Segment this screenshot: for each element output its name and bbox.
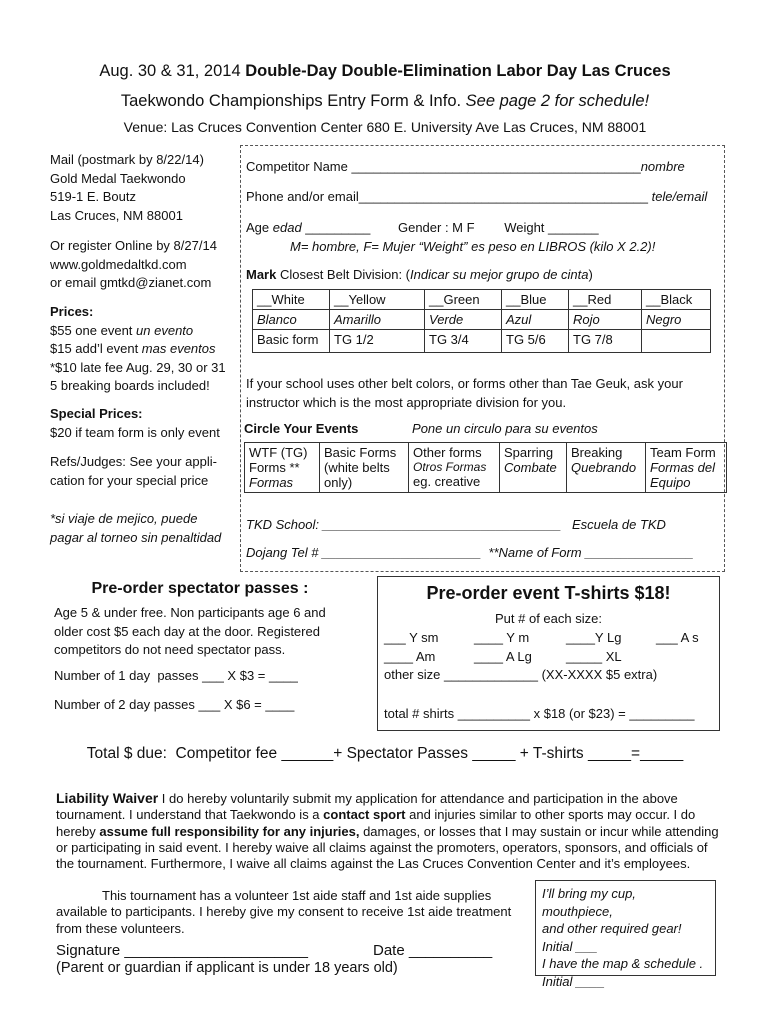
email-link[interactable]: or email gmtkd@zianet.com bbox=[50, 275, 212, 290]
gear-checklist-box bbox=[535, 880, 716, 989]
one-day-passes-field[interactable]: Number of 1 day passes ___ X $3 = ____ bbox=[54, 668, 298, 683]
website-link[interactable]: www.goldmedaltkd.com bbox=[50, 256, 187, 272]
belt-color-note bbox=[246, 375, 722, 412]
event-other-forms[interactable] bbox=[409, 443, 500, 493]
mail-line: 519-1 E. Boutz bbox=[50, 189, 136, 204]
waiver-text: damages, or losses that I may sustain or incur while attending or participating in said event. I hereby waive all claims against the promoters, operators, sponsors, and officials of the tournament. Furthermore, I waive all claims against the Las Cruces Convention Center and it’s employees. bbox=[56, 823, 719, 872]
belt-es-cell: Negro bbox=[642, 310, 711, 330]
event-sparring[interactable] bbox=[500, 443, 567, 493]
competitor-name-label: Competitor Name bbox=[246, 159, 348, 174]
belt-note-line: If your school uses other belt colors, or forms other than Tae Geuk, ask your bbox=[246, 376, 683, 391]
special-prices-block bbox=[50, 405, 250, 442]
tshirt-size-a-s[interactable]: ___ A s bbox=[656, 630, 699, 645]
price-text-es: un evento bbox=[136, 322, 194, 338]
mail-line: Las Cruces, NM 88001 bbox=[50, 207, 183, 223]
price-text: $15 add’l event bbox=[50, 341, 142, 356]
event-label: Breaking bbox=[571, 445, 623, 460]
liability-waiver bbox=[56, 790, 724, 872]
spectator-line: older cost $5 each day at the door. Registered bbox=[54, 623, 320, 639]
mexico-note bbox=[50, 510, 240, 547]
tshirt-title: Pre-order event T-shirts $18! bbox=[426, 583, 671, 603]
belt-form-cell bbox=[642, 330, 711, 353]
mexico-line: pagar al torneo sin penaltidad bbox=[50, 529, 222, 545]
signature-field[interactable]: Signature ______________________ bbox=[56, 942, 308, 959]
belt-es-cell: Azul bbox=[502, 310, 569, 330]
tshirt-size-y-lg[interactable]: ____Y Lg bbox=[566, 630, 622, 645]
gender-field[interactable]: Gender : M F bbox=[397, 220, 475, 235]
spectator-title: Pre-order spectator passes : bbox=[91, 580, 309, 597]
gender-weight-note: M= hombre, F= Mujer “Weight” es peso en LIBROS (kilo X 2.2)! bbox=[290, 239, 656, 254]
age-gender-weight-row bbox=[246, 219, 721, 238]
competitor-name-es: nombre bbox=[640, 159, 685, 174]
late-fee: *$10 late fee Aug. 29, 30 or 31 bbox=[50, 359, 226, 375]
checklist-line: and other required gear! bbox=[542, 921, 682, 936]
belt-es-cell: Amarillo bbox=[330, 310, 425, 330]
circle-title-es: Pone un circulo para su eventos bbox=[412, 421, 598, 436]
belt-row-forms bbox=[253, 330, 711, 353]
tkd-school-field[interactable]: TKD School: _________________________________ Escuela de TKD bbox=[246, 517, 666, 532]
belt-red[interactable]: __Red bbox=[569, 290, 642, 310]
event-wtf-forms[interactable] bbox=[245, 443, 320, 493]
event-breaking[interactable] bbox=[567, 443, 646, 493]
belt-green[interactable]: __Green bbox=[425, 290, 502, 310]
event-label: Forms ** bbox=[249, 460, 300, 475]
waiver-text-bold: assume full responsibility for any injuries, bbox=[99, 823, 360, 839]
circle-title: Circle Your Events bbox=[244, 421, 359, 436]
checklist-line: I have the map & schedule . bbox=[542, 956, 704, 971]
event-label: only) bbox=[324, 475, 353, 490]
tshirt-size-a-m[interactable]: ____ Am bbox=[384, 649, 436, 664]
price-one-event bbox=[50, 322, 250, 341]
tshirt-size-y-sm[interactable]: ___ Y sm bbox=[384, 630, 439, 645]
event-basic-forms[interactable] bbox=[320, 443, 409, 493]
tshirt-other-size[interactable]: other size _____________ (XX-XXXX $5 extra) bbox=[384, 667, 658, 682]
title-line-1 bbox=[0, 62, 770, 81]
event-label-es: Quebrando bbox=[571, 460, 637, 475]
age-blank[interactable]: _________ bbox=[301, 220, 371, 235]
event-label: Sparring bbox=[504, 445, 554, 460]
event-label: (white belts bbox=[324, 460, 390, 475]
waiver-text: and injuries similar to other sports may occur. I do hereby bbox=[56, 807, 696, 839]
dojang-tel-field[interactable]: Dojang Tel # ______________________ **Name of Form _______________ bbox=[246, 545, 694, 560]
belt-form-cell: TG 1/2 bbox=[330, 330, 425, 353]
phone-email-field[interactable] bbox=[246, 188, 707, 207]
belt-black[interactable]: __Black bbox=[642, 290, 711, 310]
title-date: Aug. 30 & 31, 2014 bbox=[99, 62, 246, 80]
belt-es-cell: Blanco bbox=[253, 310, 330, 330]
mail-line: Gold Medal Taekwondo bbox=[50, 170, 186, 186]
belt-division-instruction bbox=[246, 266, 593, 285]
spectator-info bbox=[54, 604, 354, 660]
total-due[interactable]: Total $ due: Competitor fee ______+ Spectator Passes _____ + T-shirts _____=_____ bbox=[86, 745, 684, 762]
entry-form-box bbox=[240, 145, 725, 572]
special-price-team: $20 if team form is only event bbox=[50, 424, 220, 440]
refs-line: Refs/Judges: See your appli- bbox=[50, 454, 217, 469]
belt-es-cell: Rojo bbox=[569, 310, 642, 330]
guardian-note: (Parent or guardian if applicant is under 18 years old) bbox=[56, 960, 398, 976]
checklist-line: I’ll bring my cup, mouthpiece, bbox=[542, 886, 636, 919]
belt-form-cell: TG 5/6 bbox=[502, 330, 569, 353]
event-label: Other forms bbox=[413, 445, 482, 460]
competitor-name-blank[interactable]: ________________________________________ bbox=[351, 159, 641, 174]
price-text: $55 one event bbox=[50, 322, 137, 338]
price-additional-event bbox=[50, 340, 250, 359]
belt-white[interactable]: __White bbox=[253, 290, 330, 310]
mail-line: Mail (postmark by 8/22/14) bbox=[50, 152, 204, 167]
gear-initial-field[interactable]: Initial ___ bbox=[542, 938, 598, 954]
belt-form-cell: TG 7/8 bbox=[569, 330, 642, 353]
prices-title: Prices: bbox=[50, 304, 94, 319]
belt-note-line: instructor which is the most appropriate division for you. bbox=[246, 394, 567, 410]
competitor-name-field[interactable] bbox=[246, 158, 685, 177]
event-label-es: Formas del bbox=[650, 460, 716, 475]
first-aid-consent: This tournament has a volunteer 1st aide staff and 1st aide supplies available to participants. I hereby give my consent to receive 1st aide treatment from these volunteers. bbox=[56, 888, 512, 936]
mark-word: Mark bbox=[246, 267, 277, 282]
event-label: WTF (TG) bbox=[249, 445, 308, 460]
belt-blue[interactable]: __Blue bbox=[502, 290, 569, 310]
online-registration bbox=[50, 237, 250, 293]
belt-division-table bbox=[252, 289, 711, 353]
events-row bbox=[245, 443, 727, 493]
tshirt-size-y-m[interactable]: ____ Y m bbox=[474, 630, 530, 645]
title-line-2 bbox=[0, 92, 770, 111]
age-label: Age bbox=[246, 220, 273, 235]
phone-label: Phone and/or email bbox=[246, 189, 359, 204]
mark-close: ) bbox=[588, 267, 593, 282]
schedule-initial-field[interactable]: Initial ____ bbox=[542, 973, 605, 989]
event-label: Team Form bbox=[650, 445, 716, 460]
belt-es-cell: Verde bbox=[425, 310, 502, 330]
subtitle-text: Taekwondo Championships Entry Form & Info. bbox=[120, 92, 466, 110]
belt-row-spanish bbox=[253, 310, 711, 330]
refs-judges-note bbox=[50, 453, 240, 490]
online-line: Or register Online by 8/27/14 bbox=[50, 238, 217, 253]
two-day-passes-field[interactable]: Number of 2 day passes ___ X $6 = ____ bbox=[54, 697, 295, 712]
title-event: Double-Day Double-Elimination Labor Day Las Cruces bbox=[245, 62, 671, 80]
prices-block bbox=[50, 303, 250, 396]
phone-es: tele/email bbox=[651, 189, 708, 204]
spectator-line: competitors do not need spectator pass. bbox=[54, 642, 286, 657]
event-label-es: Combate bbox=[504, 460, 557, 475]
price-text-es: mas eventos bbox=[141, 341, 216, 356]
event-label-es: Equipo bbox=[650, 475, 691, 490]
belt-form-cell: Basic form bbox=[253, 330, 330, 353]
belt-yellow[interactable]: __Yellow bbox=[330, 290, 425, 310]
waiver-text-bold: contact sport bbox=[323, 807, 406, 823]
date-field[interactable]: Date __________ bbox=[373, 942, 493, 959]
phone-blank[interactable]: ________________________________________ bbox=[358, 189, 648, 204]
waiver-title: Liability Waiver bbox=[56, 790, 159, 806]
tshirt-instruction: Put # of each size: bbox=[495, 611, 602, 626]
tshirt-size-xl[interactable]: _____ XL bbox=[566, 649, 622, 664]
event-label: Basic Forms bbox=[324, 445, 397, 460]
mexico-line: *si viaje de mejico, puede bbox=[50, 511, 198, 526]
spectator-line: Age 5 & under free. Non participants age 6 and bbox=[54, 605, 326, 620]
mark-text-es: Indicar su mejor grupo de cinta bbox=[410, 267, 589, 282]
waiver-text: I do hereby voluntarily submit my application for attendance and participation in the above tournament. I understand that Taekwondo is a bbox=[56, 791, 678, 823]
circle-events-title bbox=[244, 420, 598, 439]
tshirt-size-a-lg[interactable]: ____ A Lg bbox=[474, 649, 532, 664]
mail-address bbox=[50, 151, 240, 225]
age-es: edad bbox=[272, 220, 302, 235]
event-label-es: Formas bbox=[249, 475, 294, 490]
mark-text: Closest Belt Division: ( bbox=[276, 267, 411, 282]
event-label-es: Otros Formas bbox=[413, 460, 487, 474]
belt-row-colors bbox=[253, 290, 711, 310]
special-prices-title: Special Prices: bbox=[50, 406, 143, 421]
tshirt-total[interactable]: total # shirts __________ x $18 (or $23) = _________ bbox=[384, 706, 695, 721]
event-label: eg. creative bbox=[413, 474, 481, 489]
events-table bbox=[244, 442, 727, 493]
venue: Venue: Las Cruces Convention Center 680 E. University Ave Las Cruces, NM 88001 bbox=[123, 119, 647, 135]
weight-field[interactable]: Weight _______ bbox=[504, 220, 599, 235]
boards-note: 5 breaking boards included! bbox=[50, 378, 210, 393]
belt-form-cell: TG 3/4 bbox=[425, 330, 502, 353]
subtitle-schedule-note: See page 2 for schedule! bbox=[465, 92, 650, 110]
event-team-form[interactable] bbox=[646, 443, 727, 493]
refs-line: cation for your special price bbox=[50, 472, 209, 488]
